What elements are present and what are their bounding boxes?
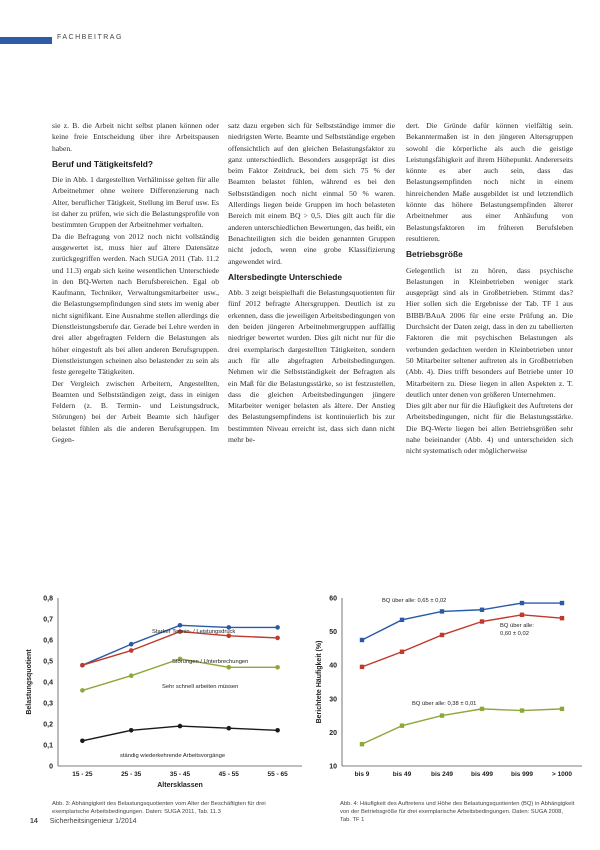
x-tick-label: bis 499 [470,771,494,778]
figure-caption-right: Abb. 4: Häufigkeit des Auftretens und Höhe des Belastungsquotienten (BQ) in Abhängigkeit von der Betriebsgröße für drei exemplarische Arbeitsbedingungen. Daten: SUGA 2008, Tab. TF 1 [340,801,575,823]
y-tick-label: 0 [49,763,53,771]
data-point [360,638,364,642]
x-axis-label: Altersklassen [157,782,203,789]
y-tick-label: 0,5 [43,658,53,666]
data-point [80,688,85,693]
x-tick-label: 35 - 45 [169,771,191,778]
y-axis-label: Belastungsquotient [26,649,33,715]
y-tick-label: 20 [329,729,337,737]
y-tick-label: 0,8 [43,595,53,603]
data-point [275,636,280,641]
x-tick-label: 15 - 25 [72,771,93,778]
x-tick-label: bis 9 [354,771,370,778]
data-point [227,726,232,731]
bq-annotation: BQ über alle: 0,65 ± 0,02 [382,598,447,604]
text-column-1 [52,120,219,445]
data-point [178,724,183,729]
page-footer [30,818,137,825]
x-tick-label: 25 - 35 [121,771,142,778]
y-tick-label: 0,7 [43,616,53,624]
data-point [129,648,134,653]
y-tick-label: 0,4 [43,679,53,687]
x-tick-label: bis 249 [430,771,454,778]
chart-svg-right [312,590,587,790]
y-tick-label: 60 [329,595,337,603]
paragraph: Die in Abb. 1 dargestellten Verhältnisse gelten für alle Arbeitnehmer ohne weitere Differenzierung nach Alter, beruflicher Tätigkeit, Stellung im Beruf usw. Es ist daher zu prüfen, wie sich die Belastungsprofile von bestimmten Gruppen der Arbeitnehmer verhalten. [52,175,219,230]
data-point [275,665,280,670]
series-label: ständig wiederkehrende Arbeitsvorgänge [120,753,226,759]
paragraph: sie z. B. die Arbeit nicht selbst planen können oder keine freie Entscheidung über ihre Arbeitspausen haben. [52,121,219,153]
y-tick-label: 40 [329,662,337,670]
y-tick-label: 10 [329,763,337,771]
chart-betriebsgroesse [312,590,587,795]
y-tick-label: 0,1 [43,742,53,750]
data-point [520,601,524,605]
x-tick-label: 45 - 55 [218,771,239,778]
data-point [400,723,404,727]
page-number: 14 [30,818,38,825]
y-tick-label: 0,6 [43,637,53,645]
data-point [480,707,484,711]
text-column-3 [406,120,573,457]
data-point [480,608,484,612]
subheading-alter: Altersbedingte Unterschiede [228,271,343,282]
paragraph: Abb. 3 zeigt beispielhaft die Belastungsquotienten für fünf 2012 befragte Altersgruppen. Deutlich ist zu erkennen, dass die jeweiligen Arbeitsbedingungen von den beiden jüngeren Arbeitnehmergruppen auffällig niedriger bewertet wurden. Dies gilt nicht nur für die drei exemplarisch dargestellten Tätigkeiten, sondern auch für alle abgefragten Arbeitsbedingungen. Nehmen wir die Selbstständigkeit der Befragten als ein Maß für die Belastungsstärke, so ist festzustellen, dass die gleichen Arbeitsbedingungen jüngere Mitarbeiter weniger belasten als ältere. Der Anstieg des Belastungsempfindens ist kontinuierlich bis zur bestimmten Niveau erreicht ist, dass sich dann nicht mehr be- [228,288,395,445]
data-point [400,618,404,622]
figure-caption-left: Abb. 3: Abhängigkeit des Belastungsquotienten vom Alter der Beschäftigten für drei exemplarische Arbeitsbedingungen. Daten: SUGA 2011, Tab. 11.3 [52,801,266,815]
data-point [129,673,134,678]
data-point [360,665,364,669]
chart-age-belastung [22,590,307,795]
data-point [440,633,444,637]
data-point [560,601,564,605]
data-point [178,623,183,628]
series-line [362,603,562,640]
text-column-2 [228,120,395,445]
section-label: FACHBEITRAG [57,34,123,41]
data-point [440,609,444,613]
x-tick-label: > 1000 [551,771,573,778]
data-point [80,663,85,668]
x-tick-label: bis 49 [392,771,412,778]
data-point [129,728,134,733]
data-point [275,625,280,630]
subheading-betriebsgroesse: Betriebsgröße [406,249,463,260]
data-point [275,728,280,733]
paragraph: Dies gilt aber nur für die Häufigkeit des Auftretens der Arbeitsbedingungen, nicht für die Belastungsstärke. Die BQ-Werte liegen bei allen Betriebsgrößen sehr nahe beieinander (Abb. 4) und unterscheiden sich nicht systematisch oder möglicherweise [406,401,573,456]
series-label: Starker Termin- / Leistungsdruck [152,629,236,635]
y-tick-label: 0,3 [43,700,53,708]
data-point [129,642,134,647]
header-accent-bar [0,37,52,44]
y-tick-label: 50 [329,629,337,637]
data-point [480,619,484,623]
bq-annotation: 0,60 ± 0,02 [500,631,529,637]
x-tick-label: 55 - 65 [267,771,288,778]
data-point [560,616,564,620]
y-tick-label: 0,2 [43,721,53,729]
chart-svg-left [22,590,307,790]
data-point [440,713,444,717]
data-point [80,739,85,744]
paragraph: Da die Befragung von 2012 noch nicht vollständig ausgewertet ist, muss hier auf ältere Datensätze zurückgegriffen werden. Nach SUGA 2011 (Tab. 11.2 und 11.3) ergab sich keine wesentlichen Unterschiede in den BQ-Werten nach Berufsbereichen. Egal ob Kaufmann, Techniker, Verwaltungsmitarbeiter usw., die Belastungsempfindungen sind stets im wenig aber nicht signifikant. Eine Ausnahme stellen allerdings die Dienstleistungsberufe dar. Gerade bei Lehre werden in drei aller abgefragten Feldern die Belastungen als höher eingestuft als bei allen anderen Berufsgruppen. Dienstleistungen scheinen also belastender zu sein als feste geregelte Tätigkeiten. [52,231,219,377]
y-tick-label: 30 [329,696,337,704]
x-tick-label: bis 999 [510,771,534,778]
paragraph: dert. Die Gründe dafür können vielfältig sein. Bekanntermaßen ist in den jüngeren Altersgruppen sowohl die körperliche als auch die geistige Leistungsfähigkeit auf ihrem Höhepunkt. Andererseits könnte es aber auch sein, dass das Belastungsempfinden noch nicht in einem hinreichenden Maße ausgebildet ist und letztendlich könnte das höhere Belastungsempfinden älterer Arbeitnehmer aus einer Anhäufung von Belastungsfaktoren im früheren Berufsleben resultieren. [406,121,573,243]
data-point [360,742,364,746]
bq-annotation: BQ über alle: 0,38 ± 0,01 [412,701,477,707]
subheading-beruf: Beruf und Tätigkeitsfeld? [52,158,153,169]
paragraph: Gelegentlich ist zu hören, dass psychische Belastungen in Kleinbetrieben weniger stark ausgeprägt sind als in Großbetrieben. Stimmt das? Hier sollen sich die Ergebnisse der Tab. TF 1 aus BIBB/BAuA 2006 für eine erste Prüfung an. Die Durchsicht der Daten zeigt, dass in den zu tabellierten Faktoren die mit psychischen Belastungen als verbunden gedachten werden in Kleinbetrieben unter 50 Mitarbeiter seltener auftreten als in Großbetrieben (Abb. 4). Dies trifft besonders auf Betriebe unter 10 Mitarbeitern zu. Diese liegen in allen Aspekten z. T. deutlich unter denen von größeren Unternehmen. [406,265,573,399]
series-line [362,709,562,744]
series-label: Sehr schnell arbeiten müssen [162,684,239,690]
data-point [227,665,232,670]
paragraph: satz dazu ergeben sich für Selbstständige immer die niedrigsten Werte. Beamte und Selbstständige ergeben offensichtlich auf den gleichen Belastungsfaktor zu ganz unterschiedlich. Besonders ausgeprägt ist dies beim Faktor Zeitdruck, bei dem sich 75 % der Beamten belastet fühlen, während es bei den Selbstständigen noch nicht einmal 50 % waren. Allerdings liegen beide Gruppen im hoch belasteten Bereich mit einem BQ > 0,5. Dies gilt auch für die anderen unterschiedlichen Bewertungen, das heißt, ein Benachteiligten sich die beiden genannten Gruppen nicht jedoch, wenn eine grobe Klassifizierung angewendet wird. [228,121,395,266]
data-point [560,707,564,711]
data-point [400,650,404,654]
journal-name: Sicherheitsingenieur 1/2014 [49,818,137,825]
data-point [520,613,524,617]
paragraph: Der Vergleich zwischen Arbeitern, Angestellten, Beamten und Selbstständigen zeigt, dass in einigen Feldern (z. B. Termin- und Leistungsdruck, Störungen) bei der Arbeit Beamte sich häufiger belastet fühlen als die anderen Berufsgruppen. Im Gegen- [52,378,219,445]
series-label: Störungen / Unterbrechungen [172,659,249,665]
data-point [520,708,524,712]
bq-annotation: BQ über alle: [500,623,534,629]
y-axis-label: Berichtete Häufigkeit (%) [316,640,323,724]
